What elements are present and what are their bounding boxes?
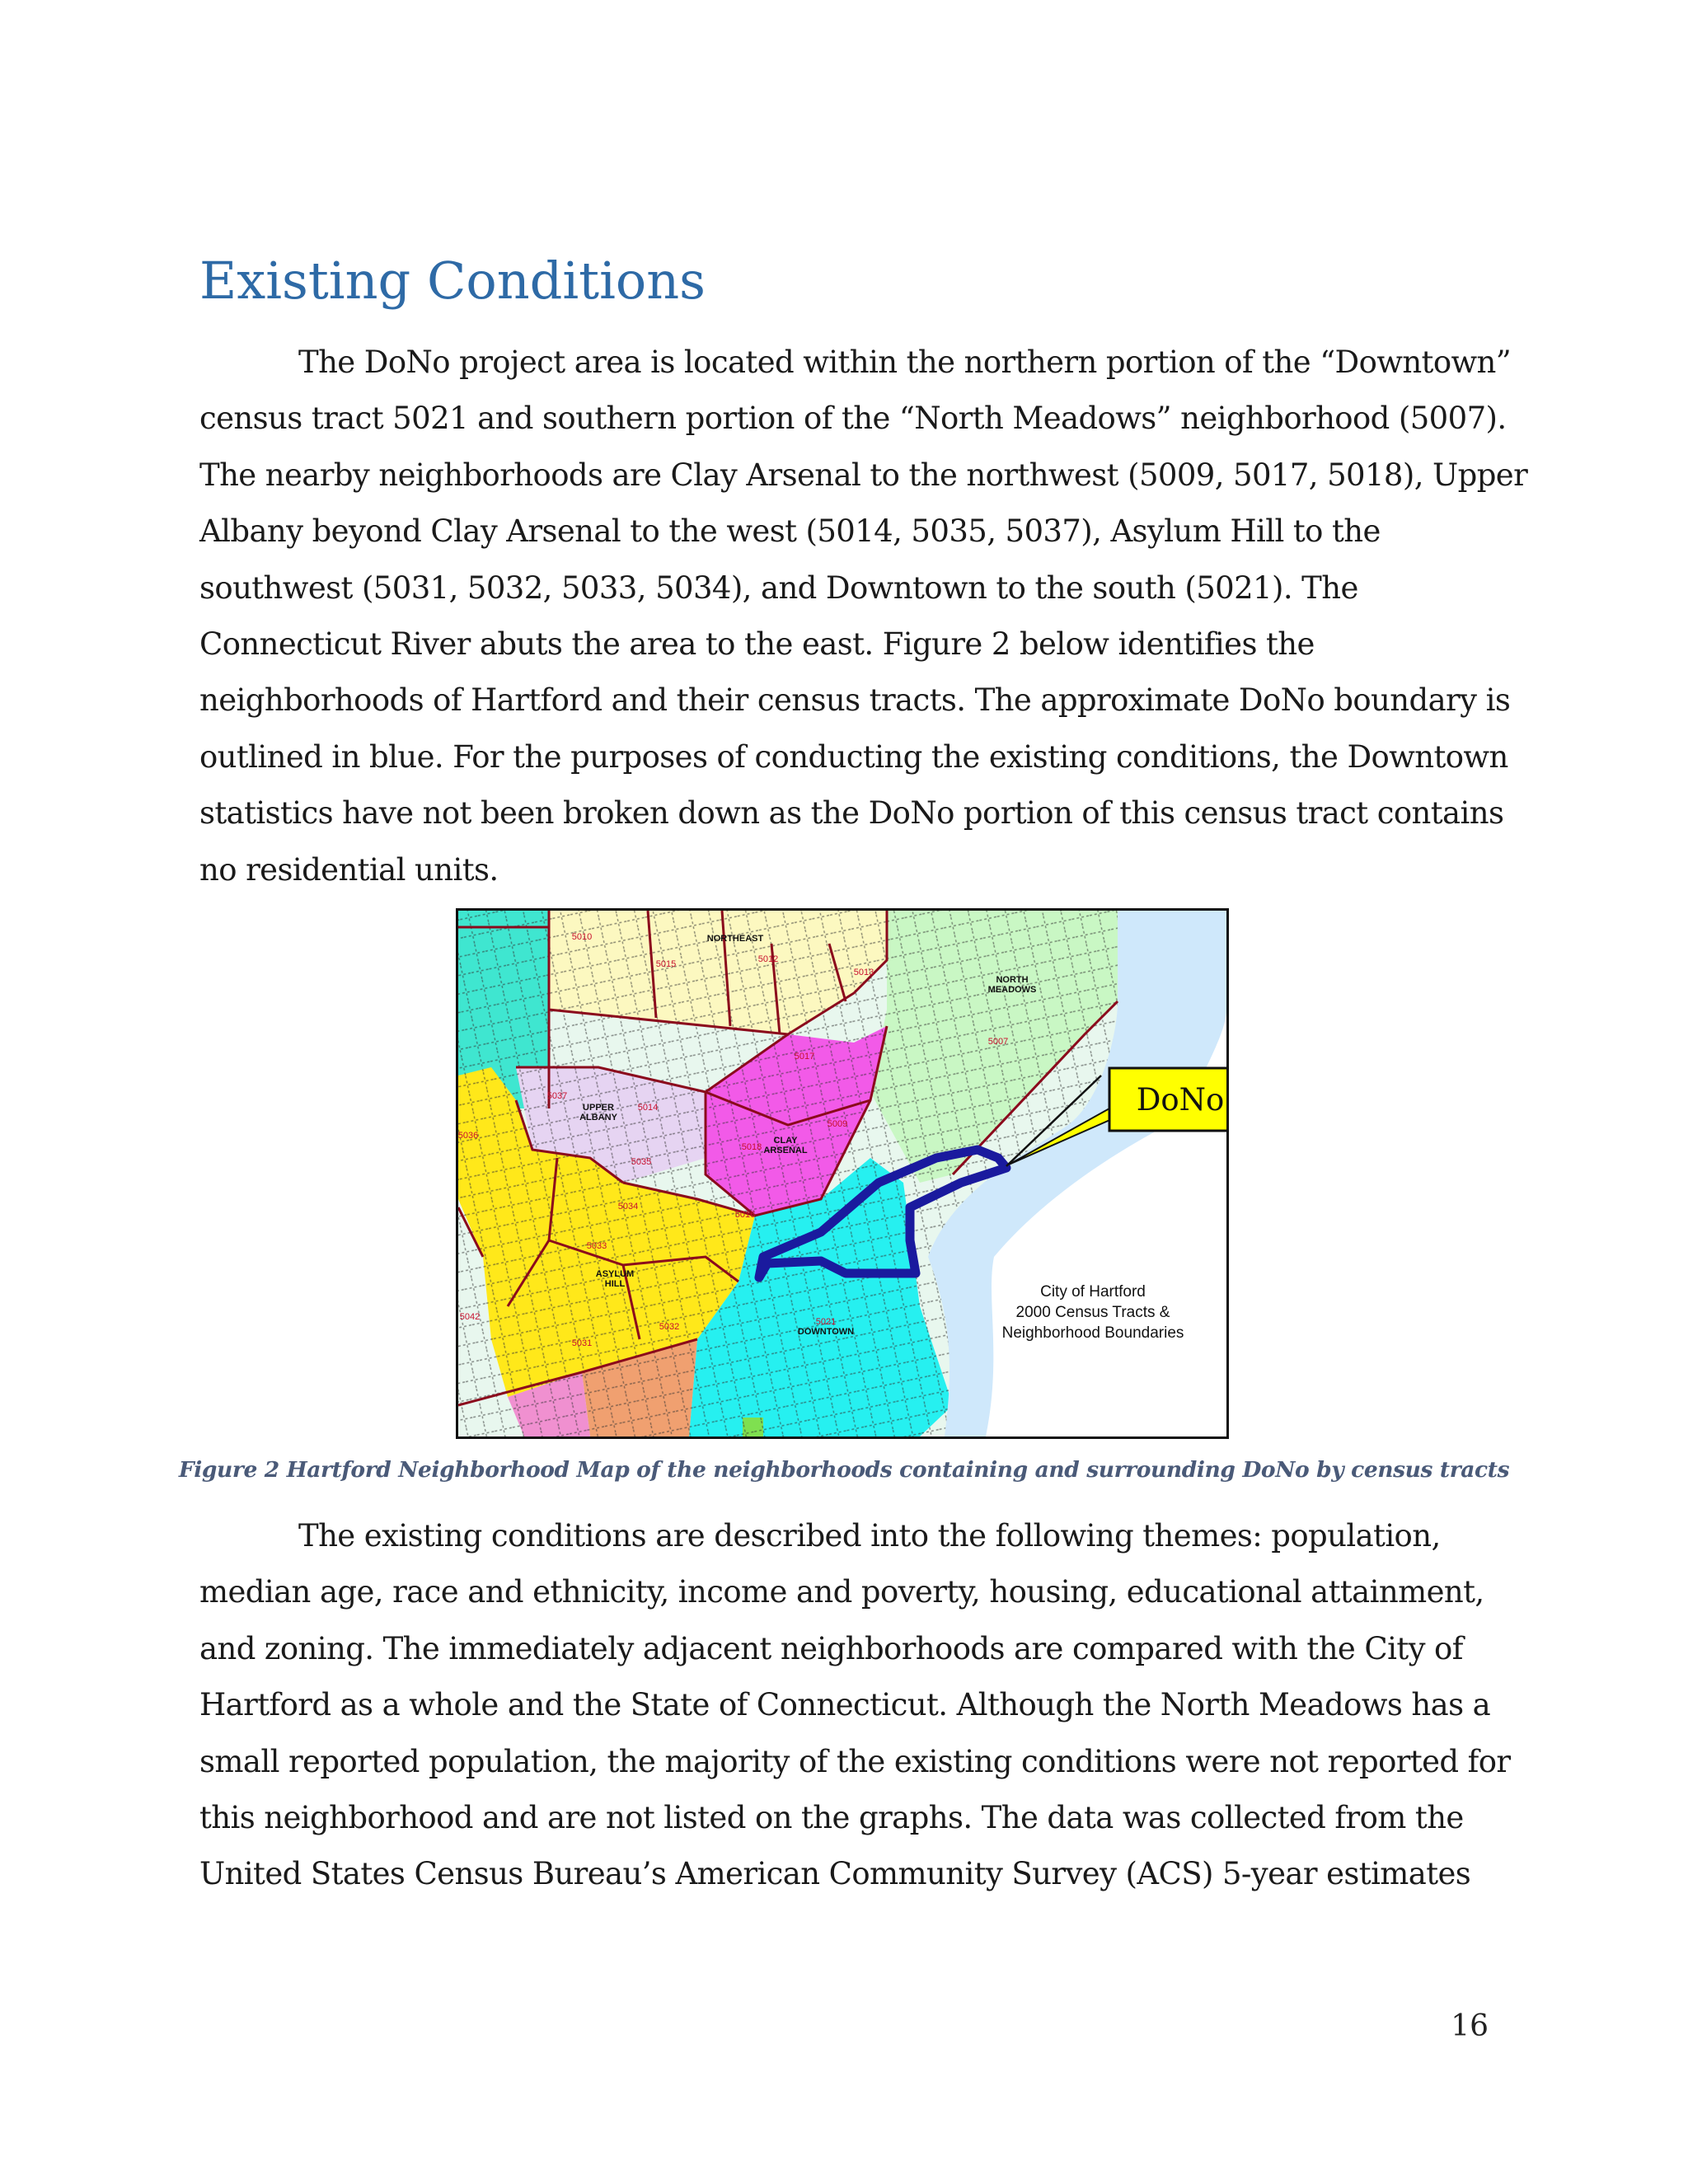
- tract-label: 5014: [637, 1103, 659, 1113]
- tract-label: 5032: [659, 1322, 680, 1332]
- paragraph-line: and zoning. The immediately adjacent neighborhoods are compared with the City of: [199, 1630, 1463, 1666]
- label-clay-arsenal: ARSENAL: [763, 1146, 808, 1155]
- label-asylum-hill: ASYLUM: [595, 1269, 635, 1279]
- paragraph-line: census tract 5021 and southern portion of the “North Meadows” neighborhood (5007).: [199, 401, 1507, 437]
- figure-caption: Figure 2 Hartford Neighborhood Map of the neighborhoods containing and surrounding DoNo by census tracts: [178, 1457, 1510, 1483]
- tract-label: 5012: [757, 954, 779, 964]
- intro-paragraph: [199, 335, 1528, 898]
- paragraph-line: Hartford as a whole and the State of Connecticut. Although the North Meadows has a: [199, 1687, 1491, 1723]
- label-downtown: DOWNTOWN: [797, 1327, 855, 1337]
- tract-label: 5037: [546, 1091, 568, 1101]
- map-legend-line: 2000 Census Tracts &: [1015, 1304, 1170, 1321]
- paragraph-line: Albany beyond Clay Arsenal to the west (5014, 5035, 5037), Asylum Hill to the: [199, 513, 1381, 550]
- paragraph-line: southwest (5031, 5032, 5033, 5034), and Downtown to the south (5021). The: [199, 569, 1358, 606]
- tract-label: 5021: [815, 1317, 837, 1327]
- tract-label: 5036: [458, 1131, 479, 1141]
- tract-label: 5013: [853, 968, 874, 977]
- paragraph-line: neighborhoods of Hartford and their census tracts. The approximate DoNo boundary is: [199, 682, 1511, 719]
- tract-label: 5031: [571, 1338, 593, 1348]
- tract-label: 5015: [655, 959, 677, 969]
- section-heading: Existing Conditions: [199, 251, 706, 311]
- map-graphic: [458, 911, 1226, 1436]
- paragraph-line: United States Census Bureau’s American Community Survey (ACS) 5-year estimates: [199, 1856, 1471, 1892]
- label-northeast: NORTHEAST: [706, 934, 764, 944]
- paragraph-line: median age, race and ethnicity, income and poverty, housing, educational attainment,: [199, 1574, 1484, 1610]
- paragraph-line: no residential units.: [199, 851, 499, 888]
- label-clay-arsenal: CLAY: [773, 1136, 798, 1146]
- paragraph-line: The nearby neighborhoods are Clay Arsenal to the northwest (5009, 5017, 5018), Upper: [199, 457, 1528, 493]
- label-asylum-hill: HILL: [604, 1279, 626, 1289]
- themes-paragraph: [199, 1508, 1510, 1903]
- tract-label: 5033: [586, 1241, 607, 1251]
- tract-label: 5035: [631, 1157, 652, 1167]
- dono-callout-label: DoNo: [1136, 1082, 1225, 1118]
- label-upper-albany: UPPER: [583, 1103, 614, 1113]
- tract-label: 5010: [571, 932, 593, 942]
- tract-label: 5016: [734, 1210, 756, 1220]
- paragraph-line: The DoNo project area is located within the northern portion of the “Downtown”: [298, 344, 1512, 380]
- label-north-meadows: MEADOWS: [987, 985, 1037, 995]
- paragraph-line: Connecticut River abuts the area to the east. Figure 2 below identifies the: [199, 626, 1315, 663]
- tract-label: 5018: [741, 1142, 762, 1152]
- map-legend-line: Neighborhood Boundaries: [1001, 1324, 1184, 1342]
- paragraph-line: The existing conditions are described into the following themes: population,: [298, 1518, 1441, 1554]
- paragraph-line: this neighborhood and are not listed on the graphs. The data was collected from the: [199, 1800, 1464, 1836]
- tract-label: 5017: [794, 1052, 815, 1062]
- tract-label: 5042: [459, 1312, 481, 1322]
- paragraph-line: small reported population, the majority of the existing conditions were not reported for: [199, 1743, 1511, 1779]
- map-legend-line: City of Hartford: [1040, 1283, 1146, 1301]
- tract-label: 5009: [827, 1119, 848, 1129]
- hartford-neighborhood-map: [456, 908, 1229, 1439]
- label-north-meadows: NORTH: [996, 975, 1029, 985]
- paragraph-line: outlined in blue. For the purposes of conducting the existing conditions, the Downtown: [199, 738, 1508, 775]
- label-upper-albany: ALBANY: [579, 1113, 617, 1122]
- tract-label: 5007: [987, 1037, 1009, 1047]
- paragraph-line: statistics have not been broken down as the DoNo portion of this census tract contains: [199, 795, 1504, 832]
- tract-label: 5034: [617, 1202, 639, 1212]
- page-number: 16: [1451, 2009, 1489, 2043]
